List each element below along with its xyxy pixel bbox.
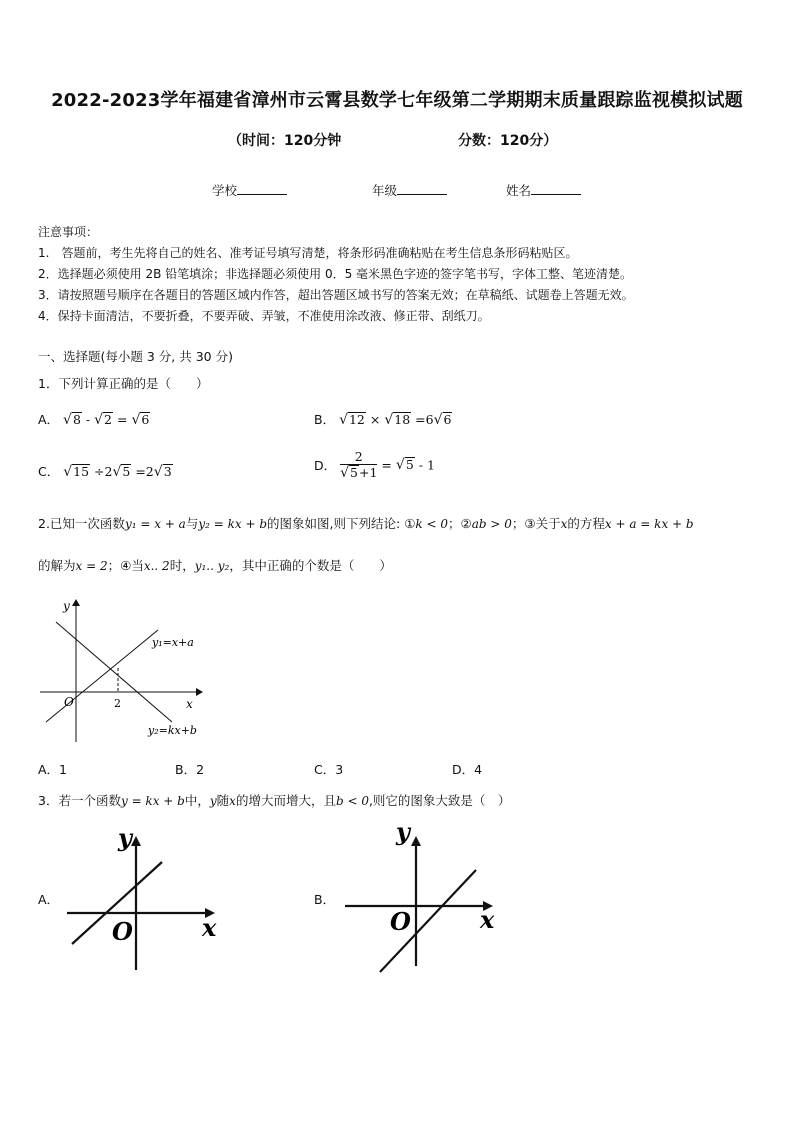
- option-label: B．: [314, 412, 336, 427]
- graph-y2-label: y₂=kx+b: [148, 724, 197, 737]
- q2-option-d[interactable]: D．4: [452, 762, 483, 777]
- text: ,则它的图象大致是（ ）: [368, 793, 511, 808]
- sqrt-sign: √: [131, 412, 141, 428]
- notes-heading: 注意事项：: [38, 225, 99, 239]
- text: 中，: [184, 793, 210, 808]
- y-arrow-icon: [72, 599, 80, 606]
- exam-time: （时间：120分钟: [228, 133, 342, 149]
- option-label: C．: [38, 464, 60, 479]
- math-cond: x.. 2: [143, 559, 170, 573]
- q3-stem: [38, 791, 510, 809]
- line-y1: [46, 630, 158, 722]
- graph-origin-label: O: [64, 695, 74, 709]
- math-cond: b < 0: [335, 794, 369, 808]
- graph-y1-label: y₁=x+a: [152, 636, 194, 649]
- note-item: 4．保持卡面清洁，不要折叠，不要弄破、弄皱，不准使用涂改液、修正带、刮纸刀。: [38, 309, 490, 323]
- exam-score: 分数：120分）: [458, 133, 558, 149]
- text: 2.已知一次函数: [38, 516, 125, 531]
- q1-option-a[interactable]: [38, 410, 150, 428]
- fraction: [340, 449, 377, 481]
- q3-graph-b[interactable]: [340, 818, 504, 976]
- page-title: 2022-2023学年福建省漳州市云霄县数学七年级第二学期期末质量跟踪监视模拟试题: [51, 90, 743, 111]
- q2-option-b[interactable]: B．2: [175, 762, 205, 777]
- text: 的解为: [38, 558, 76, 573]
- equals: =: [116, 412, 128, 427]
- option-label: A．: [38, 412, 60, 427]
- text: ；②: [448, 516, 472, 531]
- operator: ×: [369, 412, 381, 427]
- q2-graph: [36, 596, 216, 746]
- sqrt-sign: √: [384, 412, 394, 428]
- sqrt-sign: √: [153, 464, 163, 480]
- grade-label: 年级: [372, 183, 398, 198]
- radicand: 12: [348, 412, 365, 427]
- radicand: 15: [73, 464, 90, 479]
- text: ，其中正确的个数是（ ）: [229, 558, 392, 573]
- graph-x-label: x: [480, 905, 495, 934]
- q3-graph-a[interactable]: [62, 822, 226, 972]
- text: 的增大而增大，且: [235, 793, 336, 808]
- graph-tick-2: 2: [114, 697, 121, 710]
- q2-option-a[interactable]: A．1: [38, 762, 68, 777]
- equals: =6: [415, 412, 434, 427]
- grade-field[interactable]: [372, 181, 447, 199]
- radicand: 18: [394, 412, 411, 427]
- radicand: 6: [141, 412, 150, 427]
- school-blank: [237, 182, 287, 195]
- denominator: [340, 465, 377, 481]
- q2-line2: [38, 556, 392, 574]
- math-eqn: x + a = kx + b: [604, 517, 694, 531]
- operator: -: [85, 412, 91, 427]
- graph-x-label: x: [186, 697, 193, 711]
- math-rel: y₁.. y₂: [194, 559, 230, 573]
- equals: =: [381, 457, 392, 473]
- name-field[interactable]: [506, 181, 581, 199]
- math-y1: y₁ = x + a: [124, 517, 186, 531]
- q1-option-c[interactable]: [38, 462, 173, 480]
- graph-origin-label: O: [112, 917, 133, 946]
- graph-y-label: y: [118, 823, 132, 852]
- radicand: 5: [405, 457, 414, 472]
- math-x: x: [560, 517, 568, 531]
- text: 随: [216, 793, 230, 808]
- math-y2: y₂ = kx + b: [198, 517, 268, 531]
- graph-x-label: x: [202, 913, 217, 942]
- note-item: 2．选择题必须使用 2B 铅笔填涂；非选择题必须使用 0．5 毫米黑色字迹的签字笔书写，字体工整、笔迹清楚。: [38, 267, 633, 281]
- q2-option-c[interactable]: C．3: [314, 762, 344, 777]
- note-item: 1. 答题前，考生先将自己的姓名、准考证号填写清楚，将条形码准确粘贴在考生信息条形码粘贴区。: [38, 246, 578, 260]
- sqrt-sign: √: [63, 412, 72, 428]
- sqrt-sign: √: [94, 412, 104, 428]
- radicand: 2: [104, 412, 112, 427]
- q3-option-a-label[interactable]: A．: [38, 892, 60, 907]
- sqrt-sign: √: [63, 464, 73, 480]
- radicand: 5: [350, 465, 358, 480]
- y-arrow-icon: [131, 836, 141, 846]
- q1-option-b[interactable]: [314, 410, 452, 428]
- math-k: k < 0: [415, 517, 448, 531]
- math-ab: ab > 0: [471, 517, 512, 531]
- graph-y-label: y: [396, 818, 410, 846]
- sqrt-sign: √: [112, 464, 122, 480]
- math-sol: x = 2: [75, 559, 108, 573]
- den-tail: +1: [359, 465, 378, 480]
- text: ；③关于: [511, 516, 561, 531]
- q3-option-b-label[interactable]: B．: [314, 892, 336, 907]
- school-field[interactable]: [212, 181, 287, 199]
- math-x: x: [229, 794, 236, 808]
- sqrt-sign: √: [395, 457, 405, 473]
- text: 时，: [169, 558, 195, 573]
- notes-block: [38, 222, 634, 327]
- math-y: y: [209, 794, 217, 808]
- y-arrow-icon: [411, 836, 421, 846]
- equals: =2: [135, 464, 154, 479]
- section-title: 一、选择题(每小题 3 分, 共 30 分): [38, 349, 233, 364]
- text: 的图象如图,则下列结论: ①: [267, 516, 416, 531]
- sqrt-sign: √: [339, 412, 348, 428]
- school-label: 学校: [212, 183, 238, 198]
- q1-stem: 1．下列计算正确的是（ ）: [38, 376, 209, 391]
- math-fn: y = kx + b: [120, 794, 185, 808]
- tail: - 1: [418, 457, 435, 473]
- grade-blank: [397, 182, 447, 195]
- name-blank: [531, 182, 581, 195]
- text: 与: [185, 516, 199, 531]
- text: 3．若一个函数: [38, 793, 121, 808]
- q2-line1: [38, 514, 694, 532]
- q1-option-d[interactable]: [314, 449, 435, 481]
- graph-origin-label: O: [390, 907, 411, 936]
- text: 的方程: [567, 516, 605, 531]
- option-label: D．: [314, 458, 337, 473]
- note-item: 3．请按照题号顺序在各题目的答题区域内作答，超出答题区域书写的答案无效；在草稿纸、试题卷上答题无效。: [38, 288, 634, 302]
- x-arrow-icon: [196, 688, 203, 696]
- graph-y-label: y: [63, 599, 70, 613]
- radicand: 3: [163, 464, 172, 479]
- radicand: 5: [122, 464, 131, 479]
- sqrt-sign: √: [433, 412, 443, 428]
- operator: ÷2: [94, 464, 113, 479]
- numerator: 2: [340, 449, 377, 465]
- text: ；④当: [107, 558, 144, 573]
- radicand: 6: [443, 412, 452, 427]
- sqrt-sign: √: [340, 465, 350, 481]
- name-label: 姓名: [506, 183, 532, 198]
- radicand: 8: [72, 412, 81, 427]
